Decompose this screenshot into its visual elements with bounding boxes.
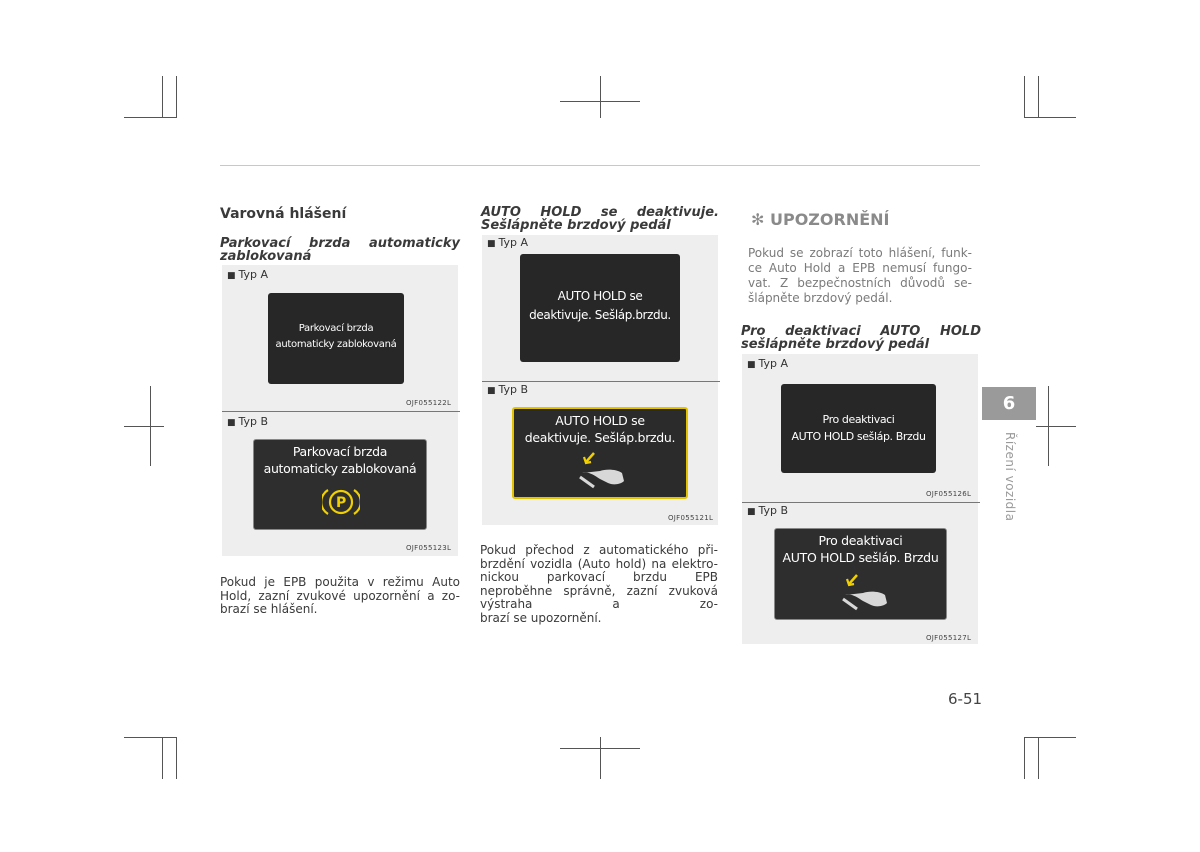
display-line: AUTO HOLD se: [557, 289, 643, 303]
display-line: AUTO HOLD sešláp. Brzdu: [791, 430, 926, 443]
subheading-line: Parkovací brzda automaticky: [220, 236, 460, 251]
figure-code: OJF055126L: [926, 490, 972, 498]
figure-label: ■ Typ B: [487, 383, 529, 396]
square-bullet-icon: ■: [487, 386, 496, 396]
note-heading: [751, 210, 890, 229]
text-line: Pokud se zobrazí toto hlášení, funk-: [748, 246, 972, 260]
text-line: Pokud přechod z automatického při-: [480, 543, 718, 557]
display-line: deaktivuje. Sešláp.brzdu.: [529, 308, 671, 322]
header-rule: [220, 165, 980, 166]
subheading-line: sešlápněte brzdový pedál: [741, 337, 930, 352]
square-bullet-icon: ■: [227, 418, 236, 428]
crop-mark: [1024, 737, 1076, 738]
subheading-line: AUTO HOLD se deaktivuje.: [481, 205, 719, 220]
asterisk-icon: ✻: [751, 210, 765, 229]
cluster-display: [781, 384, 936, 473]
cluster-display: [253, 439, 427, 530]
text-line: brzdění vozidla (Auto hold) na elektro-: [480, 556, 718, 571]
figure-code: OJF055121L: [668, 514, 714, 522]
body-paragraph: [220, 576, 460, 617]
text-line: vat. Z bezpečnostních důvodů se-: [748, 276, 972, 290]
figure-label: ■ Typ B: [747, 504, 789, 517]
figure-panel-typ-b: [222, 412, 458, 556]
cluster-display-highlighted: [512, 407, 688, 499]
figure-label: ■ Typ A: [227, 268, 269, 281]
parking-brake-icon: [322, 487, 360, 517]
crop-mark: [1038, 737, 1039, 779]
cluster-display: [520, 254, 680, 362]
display-line: deaktivuje. Sešláp.brzdu.: [524, 430, 676, 445]
text-line: ce Auto Hold a EPB nemusí fungo-: [748, 261, 972, 275]
subheading-line: zablokovaná: [220, 249, 312, 264]
subheading: [741, 325, 981, 351]
figure-label: ■ Typ A: [747, 357, 789, 370]
square-bullet-icon: ■: [487, 239, 496, 249]
figure-code: OJF055127L: [926, 634, 972, 642]
text-line: šlápněte brzdový pedál.: [748, 291, 893, 305]
figure-label: ■ Typ B: [227, 415, 269, 428]
crop-mark: [1024, 76, 1025, 118]
figure-panel-typ-b: [482, 382, 718, 525]
crop-mark: [1024, 117, 1076, 118]
crop-mark: [1024, 737, 1025, 779]
chapter-title: Řízení vozidla: [1003, 432, 1017, 522]
chapter-number-tab: 6: [982, 387, 1036, 420]
text-line: brazí se upozornění.: [480, 610, 602, 625]
crop-mark: [1036, 426, 1076, 427]
note-title: UPOZORNĚNÍ: [769, 210, 890, 229]
figure-panel-typ-a: [482, 235, 718, 381]
display-line: automaticky zablokovaná: [275, 339, 397, 350]
subheading: [220, 237, 460, 263]
crop-mark: [176, 76, 177, 118]
subheading-line: Sešlápněte brzdový pedál: [481, 218, 671, 233]
crop-mark: [162, 737, 163, 779]
cluster-display: [774, 528, 947, 620]
display-line: Pro deaktivaci: [822, 413, 895, 426]
crop-mark: [162, 76, 163, 118]
display-line: AUTO HOLD sešláp. Brzdu: [782, 550, 939, 565]
text-line: Pokud je EPB použita v režimu Auto: [220, 575, 460, 589]
display-line: AUTO HOLD se: [555, 413, 645, 428]
crop-mark: [560, 101, 640, 102]
display-line: Parkovací brzda: [292, 444, 388, 459]
square-bullet-icon: ■: [747, 360, 756, 370]
subheading: [481, 206, 719, 232]
page-number: 6-51: [948, 690, 983, 708]
crop-mark: [560, 748, 640, 749]
figure-panel-typ-a: [742, 354, 978, 502]
crop-mark: [600, 76, 601, 118]
note-paragraph: [748, 246, 972, 306]
figure-code: OJF055123L: [406, 544, 452, 552]
body-paragraph: [480, 544, 718, 625]
svg-text:P: P: [336, 495, 346, 511]
crop-mark: [124, 117, 176, 118]
brake-pedal-icon: [839, 573, 891, 613]
square-bullet-icon: ■: [227, 271, 236, 281]
brake-pedal-icon: [576, 451, 628, 491]
crop-mark: [176, 737, 177, 779]
subheading-line: Pro deaktivaci AUTO HOLD: [741, 324, 981, 339]
crop-mark: [124, 737, 176, 738]
figure-label: ■ Typ A: [487, 236, 529, 249]
text-line: Hold, zazní zvukové upozornění a zo-: [220, 588, 460, 603]
crop-mark: [124, 426, 164, 427]
crop-mark: [1038, 76, 1039, 118]
cluster-display: [268, 293, 404, 384]
display-line: Pro deaktivaci: [818, 533, 903, 548]
display-line: Parkovací brzda: [298, 323, 374, 334]
text-line: nickou parkovací brzdu EPB neproběhne: [480, 570, 718, 598]
display-line: automaticky zablokovaná: [263, 461, 417, 476]
crop-mark: [600, 737, 601, 779]
text-line: brazí se hlášení.: [220, 602, 318, 616]
text-line: správně, zazní zvuková výstraha a zo-: [480, 583, 718, 611]
figure-panel-typ-a: [222, 265, 458, 411]
figure-panel-typ-b: [742, 503, 978, 644]
figure-code: OJF055122L: [406, 399, 452, 407]
square-bullet-icon: ■: [747, 507, 756, 517]
section-heading: Varovná hlášení: [220, 206, 347, 222]
